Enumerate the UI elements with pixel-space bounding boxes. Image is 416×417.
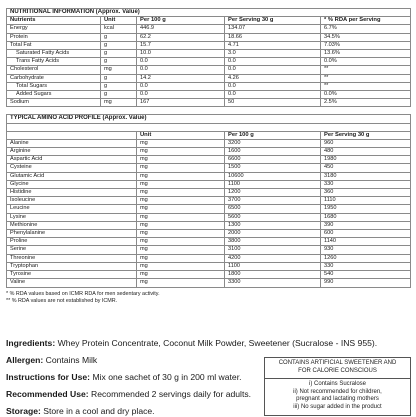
amino-per-serving: 930 [321, 246, 411, 254]
column-header-rda: * % RDA per Serving [321, 17, 411, 25]
amino-header-row [7, 131, 411, 139]
nutrition-row [7, 58, 411, 66]
amino-name: Aspartic Acid [7, 156, 137, 164]
amino-name: Proline [7, 238, 137, 246]
amino-per-100g: 3300 [225, 279, 321, 287]
nutrient-unit: g [101, 41, 137, 49]
artificial-sweetener-warning-box [264, 357, 411, 379]
amino-column-header-unit: Unit [137, 131, 225, 139]
nutrition-row [7, 50, 411, 58]
amino-column-header-per-serving: Per Serving 30 g [321, 131, 411, 139]
nutrient-name: Trans Fatty Acids [7, 58, 101, 66]
nutrient-per-serving: 134.07 [225, 25, 321, 33]
footnote-rda: * % RDA values based on ICMR RDA for men sedentary activity. [6, 290, 160, 297]
nutrition-rows [7, 25, 411, 107]
nutrient-per-100g: 0.0 [137, 66, 225, 74]
amino-unit: mg [137, 254, 225, 262]
nutrient-unit: g [101, 91, 137, 99]
amino-per-serving: 1980 [321, 156, 411, 164]
amino-name: Tyrosine [7, 271, 137, 279]
amino-per-100g: 1500 [225, 164, 321, 172]
nutrient-rda: 0.0% [321, 91, 411, 99]
nutrient-per-100g: 62.2 [137, 33, 225, 41]
amino-per-serving: 480 [321, 148, 411, 156]
amino-name: Phenylalanine [7, 230, 137, 238]
nutrient-name: Sodium [7, 99, 101, 107]
storage-label: Storage: [6, 406, 41, 416]
nutrient-rda: 0.0% [321, 58, 411, 66]
nutrient-unit: g [101, 74, 137, 82]
nutrition-row [7, 41, 411, 49]
nutrient-unit: g [101, 50, 137, 58]
amino-per-serving: 450 [321, 164, 411, 172]
nutrient-unit: g [101, 58, 137, 66]
amino-unit: mg [137, 262, 225, 270]
amino-row [7, 279, 411, 287]
nutrient-name: Saturated Fatty Acids [7, 50, 101, 58]
amino-title-row [7, 115, 411, 123]
amino-unit: mg [137, 180, 225, 188]
amino-name: Lysine [7, 213, 137, 221]
amino-name: Valine [7, 279, 137, 287]
amino-per-100g: 1800 [225, 271, 321, 279]
amino-unit: mg [137, 205, 225, 213]
amino-row [7, 172, 411, 180]
amino-per-100g: 3700 [225, 197, 321, 205]
amino-per-serving: 1140 [321, 238, 411, 246]
nutrient-per-serving: 0.0 [225, 58, 321, 66]
recommended-use-label: Recommended Use: [6, 389, 89, 399]
amino-unit: mg [137, 230, 225, 238]
amino-unit: mg [137, 189, 225, 197]
nutrition-title: NUTRITIONAL INFORMATION (Approx. Value) [7, 9, 411, 17]
amino-per-100g: 1100 [225, 262, 321, 270]
amino-row [7, 139, 411, 147]
amino-name: Isoleucine [7, 197, 137, 205]
nutrient-per-serving: 0.0 [225, 91, 321, 99]
amino-per-serving: 330 [321, 180, 411, 188]
amino-per-serving: 360 [321, 189, 411, 197]
nutrient-unit: kcal [101, 25, 137, 33]
nutrition-header-row [7, 17, 411, 25]
nutrition-row [7, 82, 411, 90]
nutrient-rda: 2.5% [321, 99, 411, 107]
nutrient-per-serving: 4.71 [225, 41, 321, 49]
amino-row [7, 156, 411, 164]
amino-row [7, 189, 411, 197]
nutrient-name: Cholesterol [7, 66, 101, 74]
caution-line-3: pregnant and lactating mothers [296, 396, 379, 403]
instructions-label: Instructions for Use: [6, 372, 91, 382]
footnote-not-established: ** % RDA values are not established by ICMR. [6, 297, 118, 304]
amino-row [7, 262, 411, 270]
nutrient-rda: ** [321, 82, 411, 90]
amino-row [7, 205, 411, 213]
amino-per-serving: 960 [321, 139, 411, 147]
nutrient-per-100g: 446.9 [137, 25, 225, 33]
amino-name: Tryptophan [7, 262, 137, 270]
column-header-unit: Unit [101, 17, 137, 25]
nutrition-title-row [7, 9, 411, 17]
caution-line-2: ii) Not recommended for children, [293, 388, 382, 395]
amino-per-serving: 3180 [321, 172, 411, 180]
recommended-use-text: Recommended 2 servings daily for adults. [91, 389, 252, 399]
nutrition-table [6, 8, 411, 107]
storage-text: Store in a cool and dry place. [43, 406, 155, 416]
amino-row [7, 246, 411, 254]
nutrient-per-serving: 18.66 [225, 33, 321, 41]
nutrient-per-100g: 10.0 [137, 50, 225, 58]
nutrient-rda: 34.5% [321, 33, 411, 41]
amino-per-serving: 600 [321, 230, 411, 238]
amino-row [7, 148, 411, 156]
caution-box [264, 378, 411, 416]
nutrient-per-serving: 0.0 [225, 82, 321, 90]
nutrient-name: Energy [7, 25, 101, 33]
nutrition-row [7, 25, 411, 33]
amino-name: Leucine [7, 205, 137, 213]
nutrient-per-serving: 3.0 [225, 50, 321, 58]
nutrient-per-serving: 4.26 [225, 74, 321, 82]
amino-per-serving: 1950 [321, 205, 411, 213]
amino-unit: mg [137, 172, 225, 180]
amino-unit: mg [137, 148, 225, 156]
nutrient-unit: g [101, 82, 137, 90]
amino-column-header-name [7, 131, 137, 139]
amino-row [7, 197, 411, 205]
instructions-text: Mix one sachet of 30 g in 200 ml water. [92, 372, 242, 382]
label-page [6, 8, 410, 305]
amino-unit: mg [137, 238, 225, 246]
amino-per-100g: 1100 [225, 180, 321, 188]
nutrient-per-100g: 0.0 [137, 82, 225, 90]
amino-per-100g: 4200 [225, 254, 321, 262]
amino-row [7, 271, 411, 279]
nutrient-per-100g: 14.2 [137, 74, 225, 82]
amino-name: Cysteine [7, 164, 137, 172]
nutrient-per-100g: 167 [137, 99, 225, 107]
amino-per-100g: 6500 [225, 205, 321, 213]
ingredients-label: Ingredients: [6, 338, 56, 348]
amino-row [7, 164, 411, 172]
amino-unit: mg [137, 279, 225, 287]
sweetener-warning-line-1: CONTAINS ARTIFICIAL SWEETENER AND [278, 360, 397, 366]
amino-row [7, 213, 411, 221]
amino-per-100g: 1300 [225, 221, 321, 229]
amino-name: Methionine [7, 221, 137, 229]
nutrient-unit: mg [101, 66, 137, 74]
nutrient-per-serving: 50 [225, 99, 321, 107]
amino-row [7, 230, 411, 238]
amino-per-serving: 1680 [321, 213, 411, 221]
allergen-text: Contains Milk [45, 355, 98, 365]
amino-row [7, 238, 411, 246]
amino-unit: mg [137, 246, 225, 254]
amino-name: Glutamic Acid [7, 172, 137, 180]
nutrient-rda: 6.7% [321, 25, 411, 33]
amino-name: Threonine [7, 254, 137, 262]
nutrient-name: Protein [7, 33, 101, 41]
ingredients-text: Whey Protein Concentrate, Coconut Milk Powder, Sweetener (Sucralose - INS 955). [57, 338, 378, 348]
nutrition-row [7, 66, 411, 74]
amino-per-100g: 1600 [225, 148, 321, 156]
amino-acid-table [6, 114, 411, 287]
amino-name: Serine [7, 246, 137, 254]
amino-per-100g: 2000 [225, 230, 321, 238]
nutrient-rda: ** [321, 66, 411, 74]
amino-per-100g: 6600 [225, 156, 321, 164]
amino-per-serving: 330 [321, 262, 411, 270]
amino-unit: mg [137, 156, 225, 164]
nutrient-per-100g: 0.0 [137, 91, 225, 99]
amino-per-serving: 1260 [321, 254, 411, 262]
ingredients-line [6, 338, 377, 349]
nutrition-row [7, 33, 411, 41]
amino-name: Glycine [7, 180, 137, 188]
amino-row [7, 254, 411, 262]
amino-unit: mg [137, 197, 225, 205]
nutrient-rda: 7.03% [321, 41, 411, 49]
nutrient-per-serving: 0.0 [225, 66, 321, 74]
caution-line-1: i) Contains Sucralose [308, 381, 367, 387]
nutrition-row [7, 74, 411, 82]
amino-name: Arginine [7, 148, 137, 156]
nutrient-name: Carbohydrate [7, 74, 101, 82]
column-header-per-100g: Per 100 g [137, 17, 225, 25]
amino-unit: mg [137, 139, 225, 147]
column-header-per-serving: Per Serving 30 g [225, 17, 321, 25]
amino-spacer-cell [7, 123, 411, 131]
amino-rows [7, 139, 411, 287]
amino-row [7, 180, 411, 188]
column-header-nutrients: Nutrients [7, 17, 101, 25]
sweetener-warning-line-2: FOR CALORIE CONSCIOUS [298, 367, 377, 374]
amino-per-100g: 5600 [225, 213, 321, 221]
nutrient-name: Added Sugars [7, 91, 101, 99]
amino-per-100g: 1200 [225, 189, 321, 197]
amino-per-serving: 390 [321, 221, 411, 229]
nutrient-per-100g: 15.7 [137, 41, 225, 49]
nutrition-row [7, 91, 411, 99]
nutrient-name: Total Sugars [7, 82, 101, 90]
amino-name: Histidine [7, 189, 137, 197]
amino-name: Alanine [7, 139, 137, 147]
amino-column-header-per-100g: Per 100 g [225, 131, 321, 139]
amino-unit: mg [137, 221, 225, 229]
nutrition-row [7, 99, 411, 107]
amino-per-100g: 3800 [225, 238, 321, 246]
amino-spacer-row [7, 123, 411, 131]
amino-per-100g: 3200 [225, 139, 321, 147]
nutrient-rda: 13.6% [321, 50, 411, 58]
amino-per-100g: 3100 [225, 246, 321, 254]
amino-row [7, 221, 411, 229]
nutrient-rda: ** [321, 74, 411, 82]
nutrient-unit: mg [101, 99, 137, 107]
amino-per-serving: 540 [321, 271, 411, 279]
amino-per-serving: 990 [321, 279, 411, 287]
amino-per-100g: 10600 [225, 172, 321, 180]
nutrient-per-100g: 0.0 [137, 58, 225, 66]
caution-line-4: iii) No sugar added in the product [293, 403, 382, 410]
nutrient-name: Total Fat [7, 41, 101, 49]
amino-title: TYPICAL AMINO ACID PROFILE (Approx. Value) [7, 115, 411, 123]
nutrient-unit: g [101, 33, 137, 41]
amino-unit: mg [137, 164, 225, 172]
amino-unit: mg [137, 213, 225, 221]
amino-per-serving: 1110 [321, 197, 411, 205]
amino-unit: mg [137, 271, 225, 279]
allergen-label: Allergen: [6, 355, 44, 365]
footnotes [6, 291, 410, 305]
